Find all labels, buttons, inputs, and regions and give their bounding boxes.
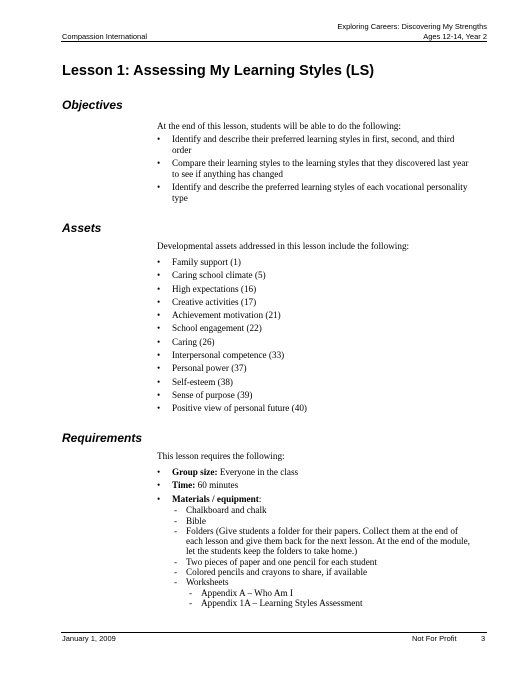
assets-heading: Assets: [62, 221, 102, 235]
material-item: - Worksheets - Appendix A – Who Am I - Appendix 1A – Learning Styles Assessment: [174, 577, 497, 608]
bullet-glyph: •: [157, 467, 161, 477]
header-organization: Compassion International: [62, 31, 148, 41]
bullet-glyph: •: [157, 157, 161, 168]
bullet-glyph: •: [157, 336, 161, 347]
asset-item: • Personal power (37): [157, 362, 497, 375]
material-item: - Two pieces of paper and one pencil for each student: [174, 556, 377, 567]
bullet-glyph: •: [157, 363, 161, 374]
lesson-title: Lesson 1: Assessing My Learning Styles (LS): [62, 63, 375, 79]
objectives-list: [157, 134, 497, 206]
asset-item: • Positive view of personal future (40): [157, 402, 497, 415]
bullet-glyph: •: [157, 257, 161, 267]
objective-item: • Identify and describe their preferred learning styles in first, second, and third order: [157, 134, 455, 155]
bullet-glyph: •: [157, 480, 161, 491]
objective-item: • Identify and describe the preferred learning styles of each vocational personality type: [157, 181, 468, 203]
material-item: - Chalkboard and chalk: [174, 505, 267, 516]
footer-note: Not For Profit: [412, 634, 457, 643]
bullet-glyph: •: [157, 270, 161, 281]
asset-item: • Self-esteem (38): [157, 376, 497, 389]
bullet-glyph: •: [157, 310, 161, 321]
worksheets-list: [189, 588, 497, 609]
material-item: - Colored pencils and crayons to share, if available: [174, 567, 368, 577]
material-item: - Folders (Give students a folder for their papers. Collect them at the end of each lesson and give them back for the next lesson. At the end of the module, let the students keep the folders to take home.): [174, 525, 470, 557]
requirement-materials: • Materials / equipment: - Chalkboard and chalk - Bible - Folders (Give students a folder for their papers. Collect them at the end of each lesson and give them back for the next lesson. At the end of the module, let the students keep the folders to take home.) - Two pieces of paper and one pencil for each student - Colored pencils and crayons to share, if available - Worksheets - Appendix A – Who Am I - Appendix 1A – Learning Styles Assessment: [157, 493, 497, 608]
requirements-heading: Requirements: [62, 431, 143, 445]
asset-item: • School engagement (22): [157, 322, 497, 335]
worksheet-item: - Appendix A – Who Am I: [189, 587, 293, 598]
bullet-glyph: •: [157, 296, 161, 307]
header-divider: [61, 41, 487, 42]
bullet-glyph: •: [157, 350, 161, 361]
requirements-intro: This lesson requires the following:: [157, 451, 285, 461]
asset-item: • Caring (26): [157, 336, 497, 349]
bullet-glyph: •: [157, 134, 161, 144]
bullet-glyph: •: [157, 283, 161, 294]
page-number: 3: [481, 634, 486, 643]
bullet-glyph: •: [157, 403, 161, 414]
assets-intro: Developmental assets addressed in this lesson include the following:: [157, 241, 410, 251]
assets-list: [157, 256, 497, 416]
bullet-glyph: •: [157, 493, 161, 504]
asset-item: • Interpersonal competence (33): [157, 349, 497, 362]
requirement-group-size: • Group size: Everyone in the class: [157, 467, 299, 477]
asset-item: • Achievement motivation (21): [157, 309, 497, 322]
asset-item: • Family support (1): [157, 256, 497, 269]
running-header-right: [337, 22, 487, 41]
objectives-intro: At the end of this lesson, students will be able to do the following:: [157, 121, 401, 131]
footer-divider: [61, 632, 487, 633]
bullet-glyph: •: [157, 389, 161, 400]
bullet-glyph: •: [157, 323, 161, 334]
bullet-glyph: •: [157, 181, 161, 192]
requirements-list: [157, 466, 497, 608]
asset-item: • Caring school climate (5): [157, 269, 497, 282]
materials-list: [174, 505, 497, 608]
objective-item: • Compare their learning styles to the learning styles that they discovered last year to see if anything has changed: [157, 157, 469, 179]
asset-item: • Sense of purpose (39): [157, 389, 497, 402]
header-age-year: Ages 12-14, Year 2: [423, 31, 487, 41]
objectives-heading: Objectives: [62, 98, 123, 112]
requirement-time: • Time: 60 minutes: [157, 480, 239, 491]
header-course-title: Exploring Careers: Discovering My Strengths: [337, 22, 487, 31]
asset-item: • High expectations (16): [157, 283, 497, 296]
footer-date: January 1, 2009: [62, 634, 116, 643]
material-item: - Bible: [174, 515, 206, 526]
bullet-glyph: •: [157, 376, 161, 387]
worksheet-item: - Appendix 1A – Learning Styles Assessment: [189, 597, 363, 608]
asset-item: • Creative activities (17): [157, 296, 497, 309]
